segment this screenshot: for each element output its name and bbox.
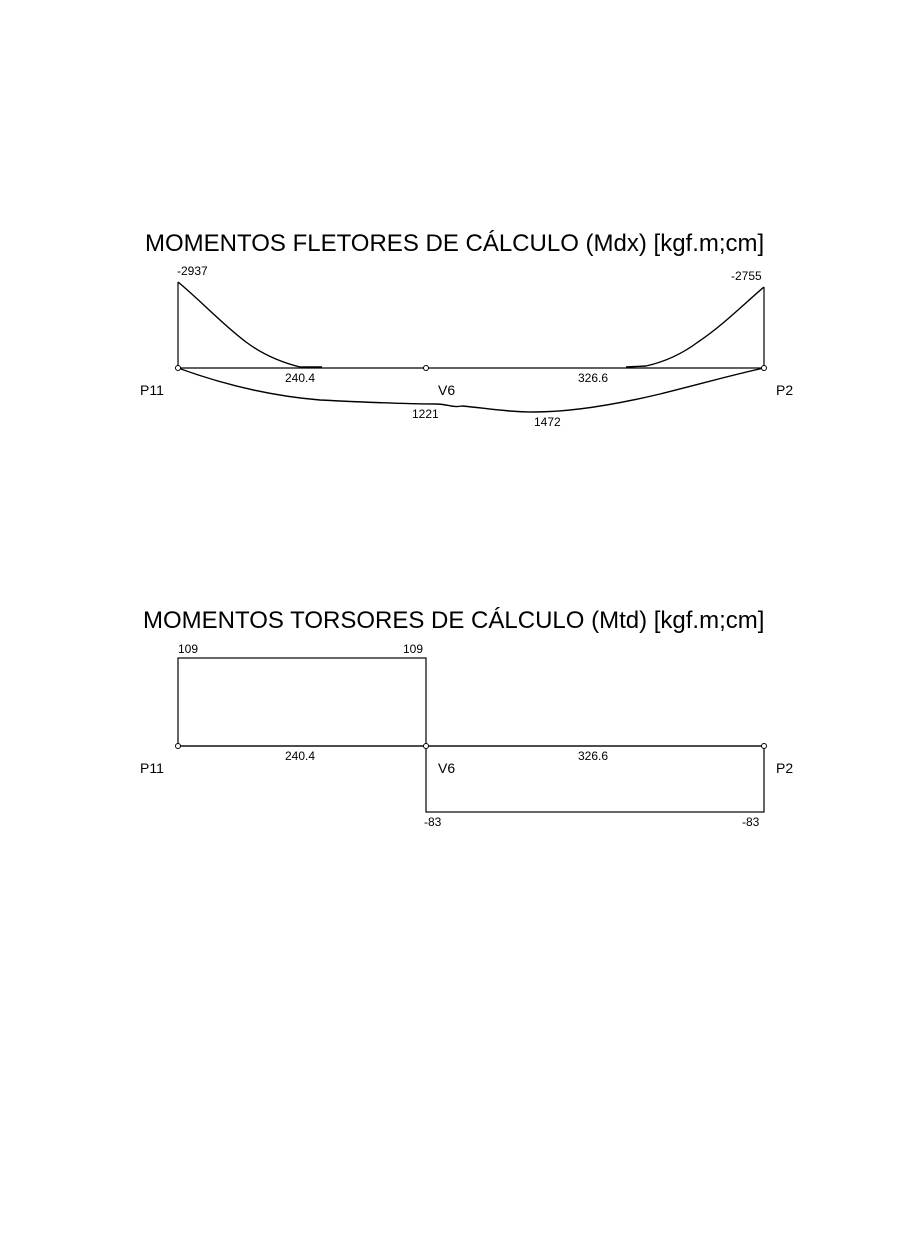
bending-span-moment-1: 1221 bbox=[412, 407, 439, 421]
bending-support-moment-left: -2937 bbox=[177, 264, 208, 278]
bending-span-length-1: 240.4 bbox=[285, 371, 316, 385]
torsion-node-p11-point bbox=[176, 744, 181, 749]
bending-negative-left bbox=[178, 282, 322, 368]
torsion-moment-diagram bbox=[140, 607, 793, 829]
torsion-node-p2-point bbox=[762, 744, 767, 749]
torsion-span1-block bbox=[178, 658, 426, 746]
bending-moment-diagram bbox=[140, 230, 793, 429]
torsion-span1-value-right: 109 bbox=[403, 642, 424, 656]
bending-node-v6-point bbox=[424, 366, 429, 371]
bending-span-length-2: 326.6 bbox=[578, 371, 609, 385]
torsion-title: MOMENTOS TORSORES DE CÁLCULO (Mtd) [kgf.m;cm] bbox=[143, 607, 765, 634]
bending-node-p2-point bbox=[762, 366, 767, 371]
bending-negative-right bbox=[626, 287, 764, 368]
torsion-span2-value-right: -83 bbox=[742, 815, 760, 829]
torsion-node-label-v6: V6 bbox=[438, 760, 456, 776]
torsion-node-label-p11: P11 bbox=[140, 760, 164, 776]
torsion-span1-value-left: 109 bbox=[178, 642, 199, 656]
bending-support-moment-right: -2755 bbox=[731, 269, 762, 283]
bending-node-label-p11: P11 bbox=[140, 382, 164, 398]
bending-node-label-p2: P2 bbox=[776, 382, 794, 398]
torsion-span-length-2: 326.6 bbox=[578, 749, 609, 763]
bending-node-label-v6: V6 bbox=[438, 382, 456, 398]
torsion-span-length-1: 240.4 bbox=[285, 749, 316, 763]
bending-span-moment-2: 1472 bbox=[534, 415, 561, 429]
bending-title: MOMENTOS FLETORES DE CÁLCULO (Mdx) [kgf.m;cm] bbox=[145, 230, 765, 257]
bending-node-p11-point bbox=[176, 366, 181, 371]
torsion-node-label-p2: P2 bbox=[776, 760, 794, 776]
bending-sagging-curve bbox=[178, 368, 764, 412]
bending-right-hogging-curve bbox=[626, 287, 764, 367]
torsion-node-v6-point bbox=[424, 744, 429, 749]
torsion-span2-value-left: -83 bbox=[424, 815, 442, 829]
bending-left-hogging-curve bbox=[178, 282, 322, 367]
